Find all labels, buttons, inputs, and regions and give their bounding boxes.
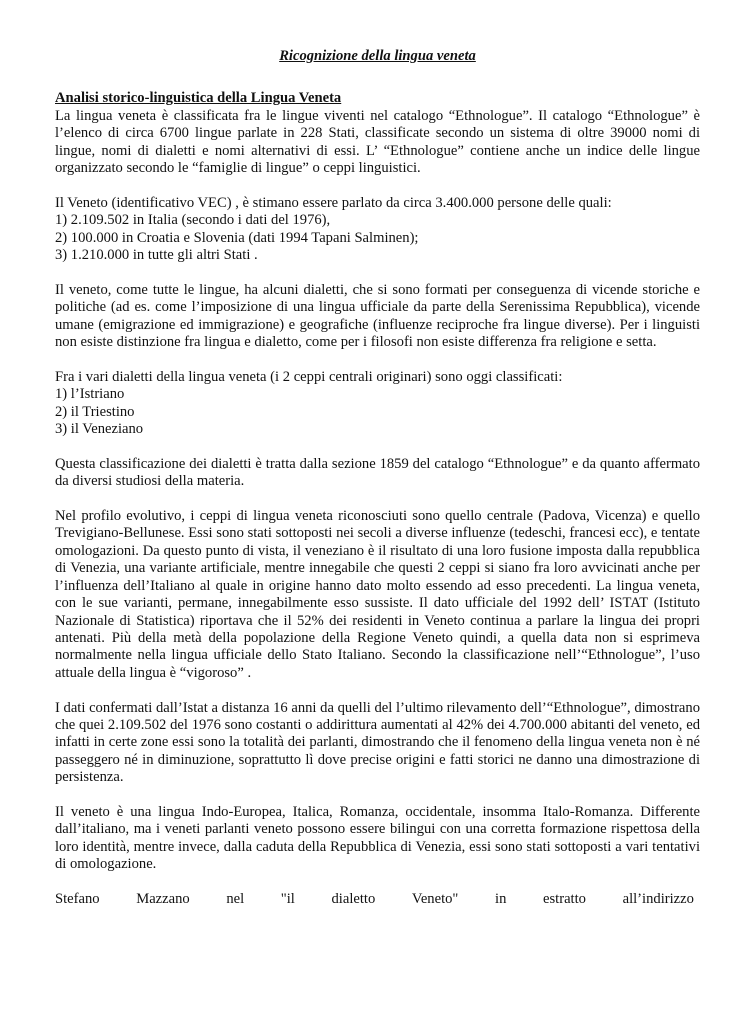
intro-paragraph: La lingua veneta è classificata fra le lingue viventi nel catalogo “Ethnologue”. Il catalogo “Ethnologue” è l’elenco di circa 6700 lingue parlate in 228 Stati, classificate secondo un sistema di oltre 39000 nomi di lingue, nomi di dialetti e nomi alternativi di essi. L’ “Ethnologue” contiene anche un indice delle lingue organizzato secondo le “famiglie di lingue” o ceppi linguistici.: [55, 107, 700, 177]
evolution-paragraph: Nel profilo evolutivo, i ceppi di lingua veneta riconosciuti sono quello centrale (Padova, Vicenza) e quello Trevigiano-Bellunese. Essi sono stati sottoposti nei secoli a diverse influenze (tedeschi, francesi ecc), e tentate omologazioni. Da questo punto di vista, il veneziano è il risultato di una loro fusione imposta dalla repubblica di Venezia, una variante artificiale, mentre innegabile che questi 2 ceppi si siano fra loro avvicinati anche per l’influenza dell’Italiano al quale in origine hanno dato molto essendo ad esso precedenti. La lingua veneta, con le sue varianti, permane, innegabilmente esso sussiste. Il dato ufficiale del 1992 dell’ ISTAT (Istituto Nazionale di Statistica) riportava che il 52% dei residenti in Veneto continua a parlare la lingua dei propri antenati. Più della metà della popolazione della Regione Veneto quindi, a quella data non si esprimeva normalmente nella lingua ufficiale dello Stato Italiano. Secondo la classificazione nell’“Ethnologue”, l’uso attuale della lingua è “vigoroso” .: [55, 508, 700, 681]
classification-item-2: 2) il Triestino: [55, 403, 135, 420]
signature-word: in: [495, 890, 507, 907]
speakers-item-2: 2) 100.000 in Croatia e Slovenia (dati 1994 Tapani Salminen);: [55, 229, 419, 246]
section-heading: Analisi storico-linguistica della Lingua Veneta: [55, 90, 342, 107]
signature-line: [55, 891, 694, 908]
signature-word: Veneto": [411, 890, 459, 907]
signature-word: dialetto: [331, 890, 376, 907]
dialects-paragraph: Il veneto, come tutte le lingue, ha alcuni dialetti, che si sono formati per conseguenza di vicende storiche e politiche (ad es. come l’imposizione di una lingua ufficiale da parte della Serenissima Repubblica), vicende umane (emigrazione ed immigrazione) e geografiche (influenze reciproche fra lingue diverse). Per i linguisti non esiste distinzione fra lingua e dialetto, come per i filosofi non esiste differenza fra religione e setta.: [55, 281, 700, 351]
signature-word: Mazzano: [136, 890, 190, 907]
spacer: [55, 491, 700, 508]
speakers-item-1: 1) 2.109.502 in Italia (secondo i dati del 1976),: [55, 212, 331, 229]
signature-word: nel: [226, 890, 245, 907]
spacer: [55, 787, 700, 804]
speakers-item-3: 3) 1.210.000 in tutte gli altri Stati .: [55, 247, 258, 264]
spacer: [55, 874, 700, 891]
spacer: [55, 264, 700, 281]
spacer: [55, 682, 700, 699]
document-title: Ricognizione della lingua veneta: [279, 48, 476, 64]
signature-word: "il: [280, 890, 295, 907]
spacer: [55, 177, 700, 194]
family-paragraph: Il veneto è una lingua Indo-Europea, Italica, Romanza, occidentale, insomma Italo-Romanza. Differente dall’italiano, ma i veneti parlanti veneto possono essere bilingui con una corretta formazione rispettosa della loro identità, mentre invece, dalla caduta della Repubblica di Venezia, essi sono stati sottoposti a vari tentativi di omologazione.: [55, 803, 700, 873]
source-paragraph: Questa classificazione dei dialetti è tratta dalla sezione 1859 del catalogo “Ethnologue” e da quanto affermato da diversi studiosi della materia.: [55, 455, 700, 490]
signature-word: all’indirizzo: [622, 890, 694, 907]
istat-paragraph: I dati confermati dall’Istat a distanza 16 anni da quelli del l’ultimo rilevamento dell’“Ethnologue”, dimostrano che quei 2.109.502 del 1976 sono costanti o addirittura aumentati al 42% dei 4.700.000 abitanti del veneto, ed infatti in certe zone essi sono la totalità dei parlanti, dimostrando che il fenomeno della lingua veneta non è né passeggero né in diminuzione, soprattutto lì dove precise origini e fatti storici ne danno una dimostrazione di persistenza.: [55, 699, 700, 786]
classification-lead: Fra i vari dialetti della lingua veneta (i 2 ceppi centrali originari) sono oggi classificati:: [55, 368, 563, 385]
signature-word: estratto: [543, 890, 586, 907]
spacer: [55, 438, 700, 455]
signature-word: Stefano: [55, 890, 100, 907]
classification-item-1: 1) l’Istriano: [55, 386, 125, 403]
classification-item-3: 3) il Veneziano: [55, 421, 144, 438]
speakers-lead: Il Veneto (identificativo VEC) , è stimano essere parlato da circa 3.400.000 persone delle quali:: [55, 194, 612, 211]
spacer: [55, 351, 700, 368]
document-page: [55, 48, 700, 908]
